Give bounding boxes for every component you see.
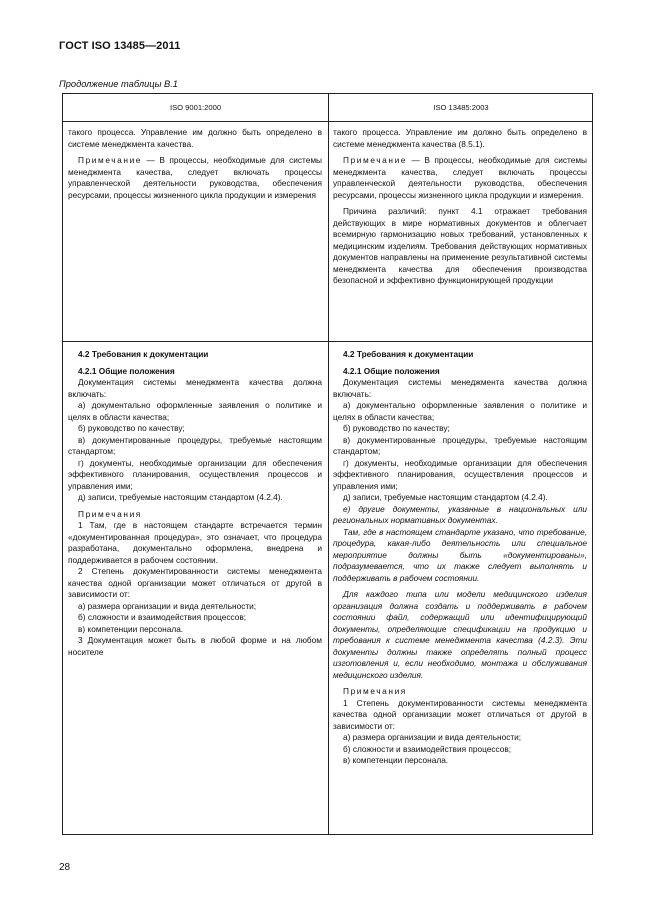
note-label: Примечание bbox=[78, 155, 143, 165]
page-number: 28 bbox=[59, 862, 71, 873]
row1-right-cell bbox=[333, 127, 587, 287]
note-text: — В процессы, необходимые для системы менеджмента качества, следует включать процессы управленческой деятельности руководства, обеспечения ресурсами, процессы жизненного цикла продукции и измерения. bbox=[333, 155, 587, 200]
section-heading: 4.2 Требования к документации bbox=[78, 349, 209, 359]
list-item: г) документы, необходимые организации для обеспечения эффективного планирования, осуществления процессов и управления ими; bbox=[68, 457, 322, 491]
added-paragraph: Для каждого типа или модели медицинского изделия организация должна создать и поддерживать в рабочем состоянии файл, содержащий или идентифицирующий документы, определяющие спецификации на продукцию и требования к системе менеджмента качества (4.2.3). Эти документы должны также определять полный процесс изготовления и, если необходимо, монтажа и обслуживания медицинского изделия. bbox=[333, 589, 587, 680]
note-item: 1 Там, где в настоящем стандарте встречается термин «документированная процедура», это означает, что процедура разработана, документально оформлена, внедрена и поддерживается в рабочем состоянии. bbox=[68, 520, 322, 565]
added-paragraph: Там, где в настоящем стандарте указано, что требование, процедура, какая-либо деятельность или специальное мероприятие должны быть «документированы», подразумевается, что их также следует выполнять и поддерживать в рабочем состоянии. bbox=[333, 526, 587, 583]
list-item: д) записи, требуемые настоящим стандартом (4.2.4). bbox=[343, 492, 548, 502]
subsection-heading: 4.2.1 Общие положения bbox=[78, 365, 175, 376]
document-title: ГОСТ ISO 13485—2011 bbox=[59, 40, 181, 52]
note-text: — В процессы, необходимые для системы менеджмента качества, следует включать процессы управленческой деятельности руководства, обеспечения ресурсами, процессы жизненного цикла продукции и измерения bbox=[68, 155, 322, 200]
row2-left-cell bbox=[68, 349, 322, 658]
column-divider bbox=[328, 94, 329, 834]
note-item: б) сложности и взаимодействия процессов; bbox=[343, 743, 512, 754]
note-item: 2 Степень документированности системы менеджмента качества одной организации может отличаться от другой в зависимости от: bbox=[68, 566, 322, 599]
note bbox=[333, 155, 587, 201]
table-continuation-caption: Продолжение таблицы В.1 bbox=[59, 79, 178, 89]
list-item: д) записи, требуемые настоящим стандартом (4.2.4). bbox=[78, 492, 283, 502]
difference-reason: Причина различий: пункт 4.1 отражает требования действующих в мире нормативных документов и облегчает всемирную гармонизацию новых требований, установленных к медицинским изделиям. Требования действующих нормативных документов направлены на применение результативной системы менеджмента качества для обеспечения производства безопасной и эффективно функционирующей продукции bbox=[333, 206, 587, 285]
header-rule bbox=[63, 121, 592, 122]
intro-paragraph: Документация системы менеджмента качества должна включать: bbox=[68, 377, 322, 399]
column-header-iso9001: ISO 9001:2000 bbox=[169, 103, 222, 112]
note-item: в) компетенции персонала. bbox=[343, 755, 449, 765]
row1-left-cell bbox=[68, 127, 322, 201]
notes-title: Примечания bbox=[78, 508, 142, 519]
notes-title: Примечания bbox=[343, 686, 407, 696]
note-label: Примечание bbox=[343, 155, 408, 165]
list-item: б) руководство по качеству; bbox=[78, 423, 185, 433]
row-divider bbox=[63, 341, 592, 342]
list-item: в) документированные процедуры, требуемые настоящим стандартом; bbox=[333, 434, 587, 456]
note bbox=[68, 155, 322, 201]
intro-paragraph: Документация системы менеджмента качества должна включать: bbox=[333, 377, 587, 399]
list-item: в) документированные процедуры, требуемые настоящим стандартом; bbox=[68, 434, 322, 456]
column-header-iso13485: ISO 13485:2003 bbox=[433, 103, 489, 112]
list-item-added: е) другие документы, указанные в национальных или региональных нормативных документах. bbox=[333, 503, 587, 525]
list-item: a) документально оформленные заявления о политике и целях в области качества; bbox=[333, 400, 587, 422]
note-item: б) сложности и взаимодействия процессов; bbox=[78, 612, 247, 622]
paragraph: такого процесса. Управление им должно быть определено в системе менеджмента качества. bbox=[68, 127, 322, 149]
list-item: б) руководство по качеству; bbox=[343, 423, 450, 433]
note-item: в) компетенции персонала. bbox=[78, 623, 184, 634]
note-item: а) размера организации и вида деятельности; bbox=[343, 732, 522, 742]
section-heading: 4.2 Требования к документации bbox=[343, 349, 474, 359]
comparison-table bbox=[62, 93, 593, 835]
list-item: a) документально оформленные заявления о политике и целях в области качества; bbox=[68, 400, 322, 422]
row2-right-cell bbox=[333, 349, 587, 767]
note-item: 3 Документация может быть в любой форме и на любом носителе bbox=[68, 635, 322, 657]
paragraph: такого процесса. Управление им должно быть определено в системе менеджмента качества (8.5.1). bbox=[333, 127, 587, 149]
note-item: 1 Степень документированности системы менеджмента качества одной организации может отличаться от другой в зависимости от: bbox=[333, 697, 587, 731]
note-item: а) размера организации и вида деятельности; bbox=[78, 600, 257, 611]
list-item: г) документы, необходимые организации для обеспечения эффективного планирования, осуществления процессов и управления ими; bbox=[333, 457, 587, 491]
subsection-heading: 4.2.1 Общие положения bbox=[343, 365, 440, 376]
